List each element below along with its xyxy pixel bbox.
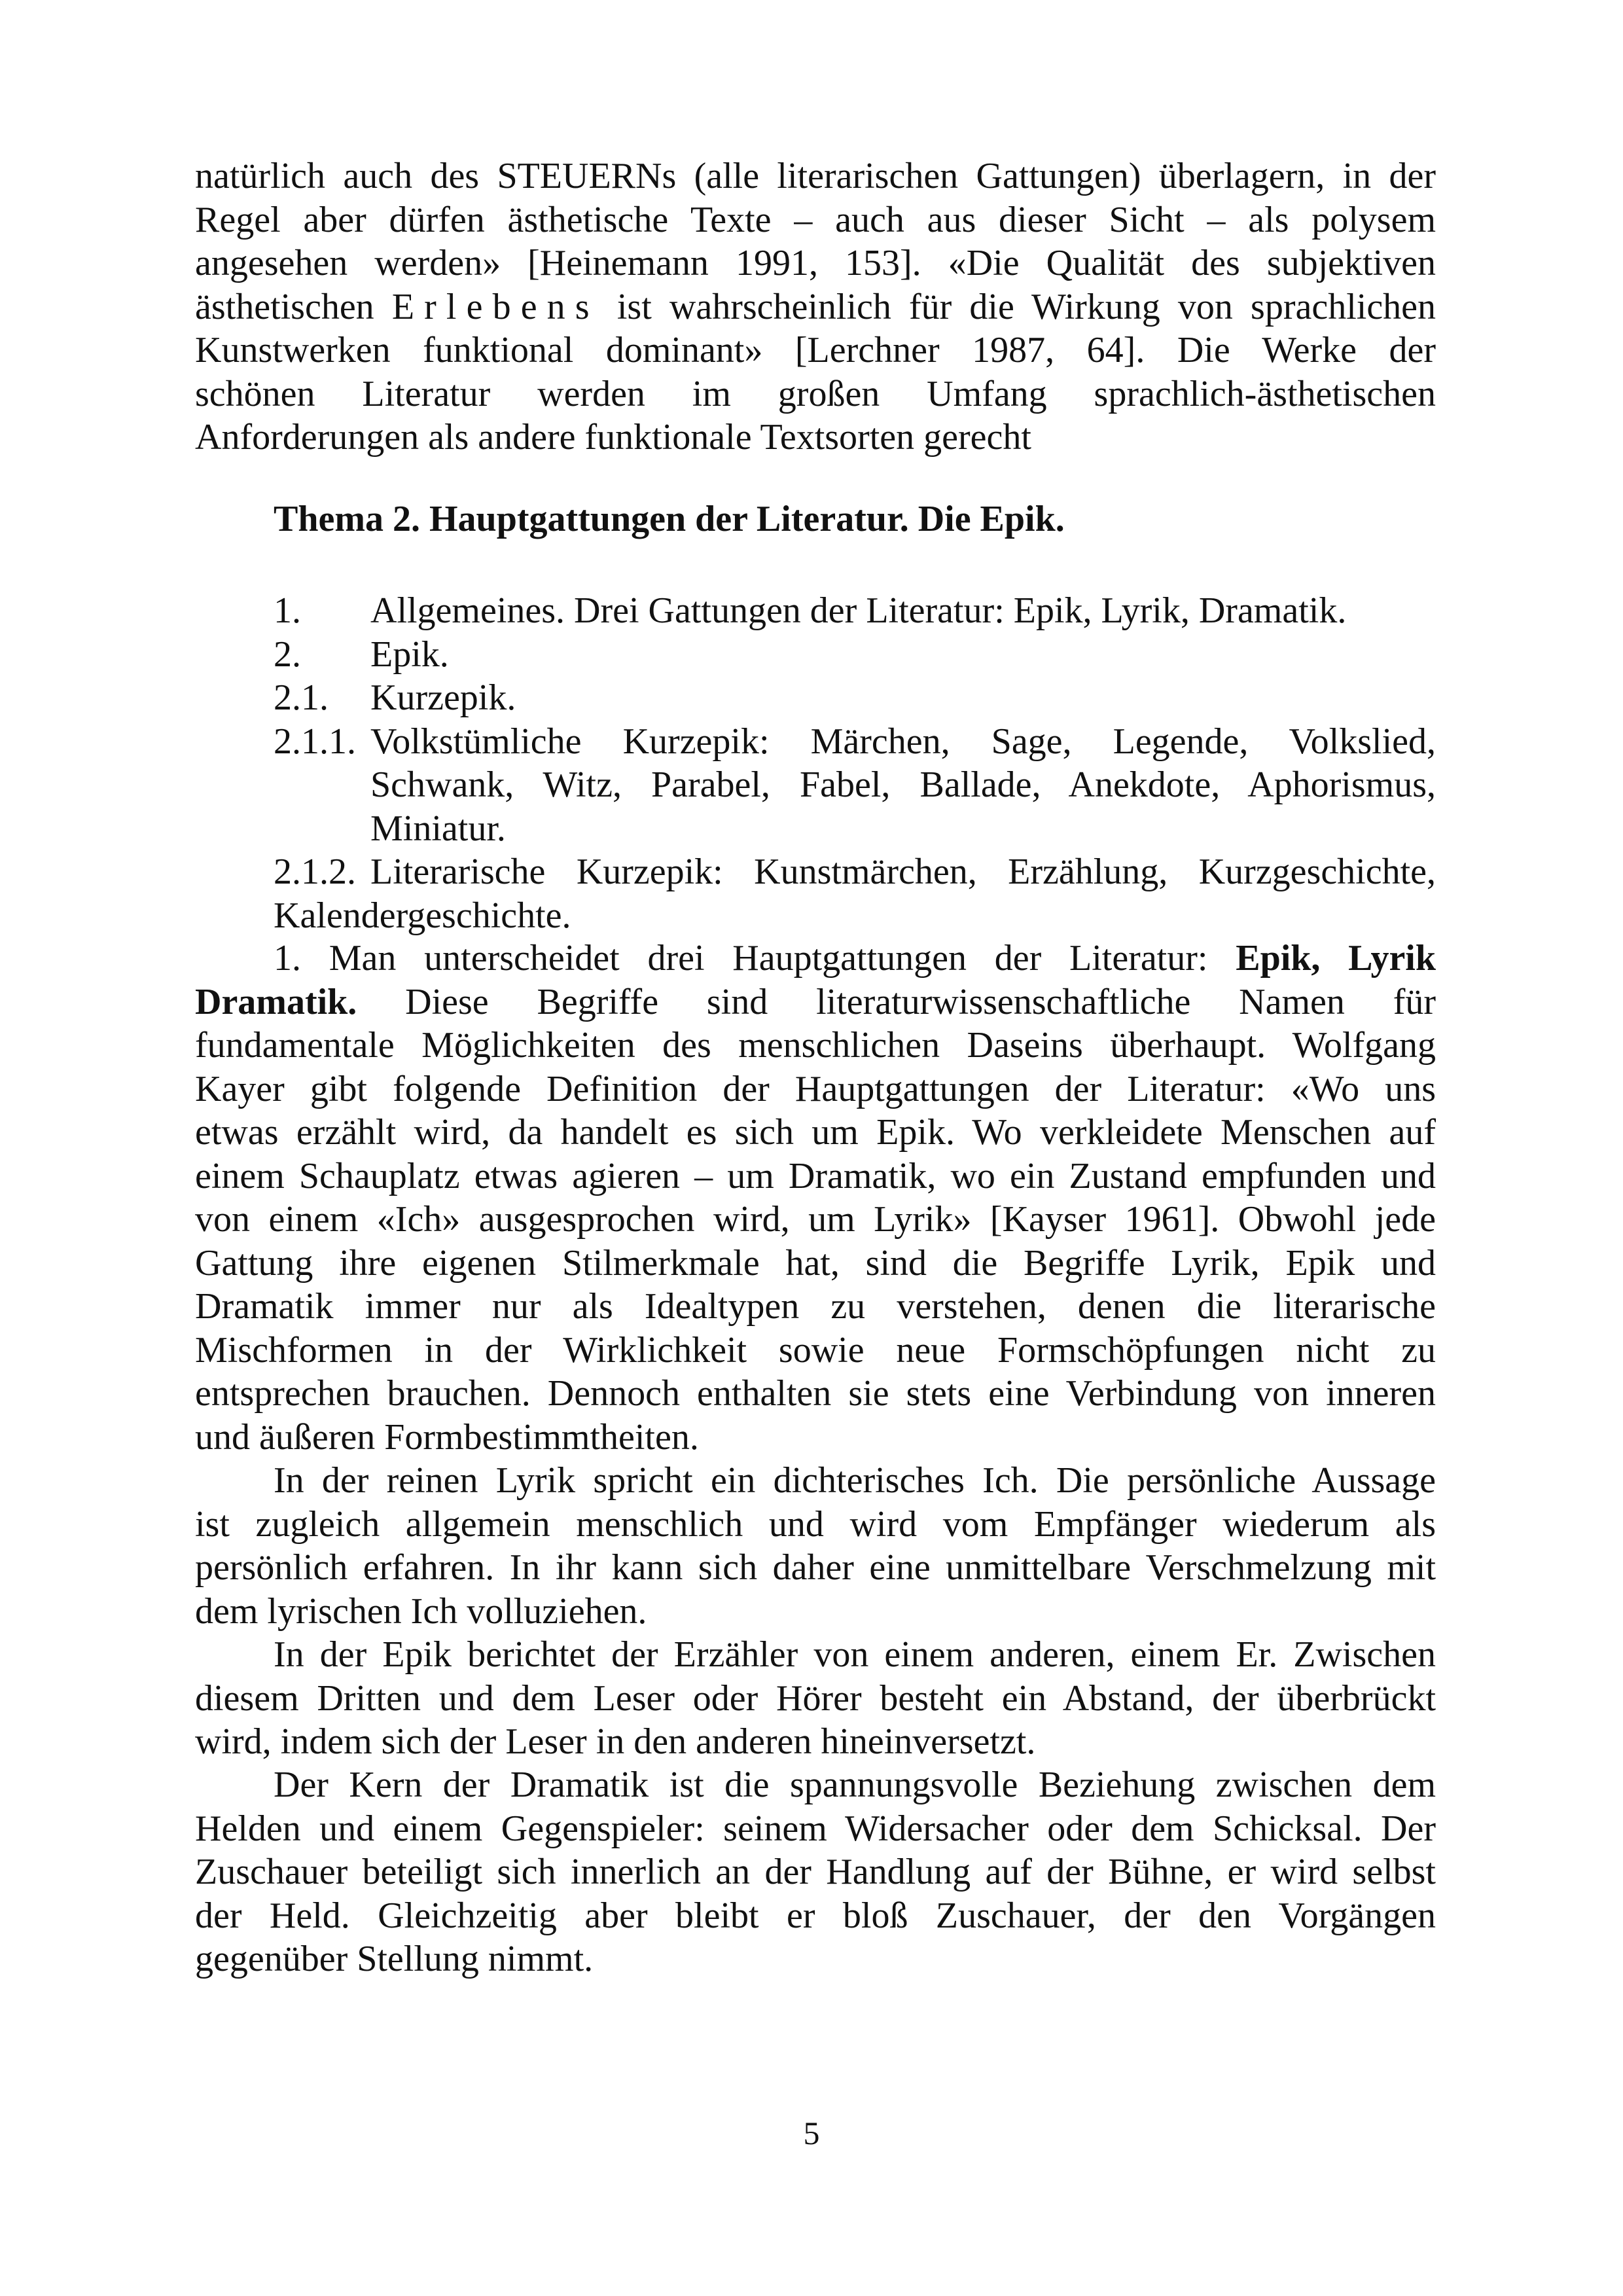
outline-number: 2.1.2. (274, 852, 356, 892)
text-line: etwas erzählt wird, da handelt es sich um Epik. Wo verkleidete Menschen auf (195, 1112, 1436, 1153)
intro-paragraph (195, 154, 1436, 459)
text-line: Zuschauer beteiligt sich innerlich an der Handlung auf der Bühne, er wird selbst (195, 1852, 1436, 1892)
outline-item (274, 589, 1436, 633)
topic-outline (274, 589, 1436, 937)
section-heading: Thema 2. Hauptgattungen der Literatur. Die Epik. (274, 499, 1065, 539)
text-fragment: ist wahrscheinlich für die Wirkung von sprachlichen (616, 286, 1436, 327)
body-paragraph-3 (195, 1633, 1436, 1764)
spaced-emphasis: Erlebens (391, 286, 599, 327)
body-paragraph-1 (195, 937, 1436, 1459)
text-line: natürlich auch des STEUERNs (alle literarischen Gattungen) überlagern, in der (195, 156, 1436, 196)
text-fragment: Man unterscheidet drei Hauptgattungen der Literatur: (329, 938, 1208, 978)
text-line: Kayer gibt folgende Definition der Hauptgattungen der Literatur: «Wo uns (195, 1068, 1436, 1109)
text-line: Kunstwerken funktional dominant» [Lerchner 1987, 64]. Die Werke der (195, 330, 1436, 370)
text-line: ist zugleich allgemein menschlich und wird vom Empfänger wiederum als (195, 1503, 1436, 1545)
outline-item-continuation (274, 894, 1436, 938)
text-line: In der reinen Lyrik spricht ein dichterisches Ich. Die persönliche Aussage (274, 1460, 1436, 1501)
outline-text: Literarische Kurzepik: Kunstmärchen, Erzählung, Kurzgeschichte, (370, 852, 1436, 892)
outline-number: 2.1. (274, 677, 329, 718)
outline-text: Volkstümliche Kurzepik: Märchen, Sage, Legende, Volkslied, (370, 721, 1436, 762)
outline-text: Miniatur. (370, 808, 506, 849)
text-line: dem lyrischen Ich volluziehen. (195, 1590, 647, 1632)
text-line: angesehen werden» [Heinemann 1991, 153]. «Die Qualität des subjektiven (195, 243, 1436, 283)
text-line: der Held. Gleichzeitig aber bleibt er bloß Zuschauer, der den Vorgängen (195, 1895, 1436, 1936)
outline-item (274, 633, 1436, 677)
text-line: Gattung ihre eigenen Stilmerkmale hat, sind die Begriffe Lyrik, Epik und (195, 1242, 1436, 1283)
text-line: entsprechen brauchen. Dennoch enthalten sie stets eine Verbindung von inneren (195, 1373, 1436, 1414)
outline-item-continuation (274, 807, 1436, 851)
outline-item-continuation (274, 763, 1436, 807)
body-paragraph-2 (195, 1459, 1436, 1633)
text-line: Regel aber dürfen ästhetische Texte – auch aus dieser Sicht – als polysem (195, 199, 1436, 240)
text-line: und äußeren Formbestimmtheiten. (195, 1416, 699, 1458)
text-line (195, 980, 1436, 1024)
text-line: Der Kern der Dramatik ist die spannungsvolle Beziehung zwischen dem (274, 1765, 1436, 1805)
text-line: wird, indem sich der Leser in den anderen hineinversetzt. (195, 1721, 1036, 1762)
text-line: persönlich erfahren. In ihr kann sich daher eine unmittelbare Verschmelzung mit (195, 1547, 1436, 1588)
text-fragment: ästhetischen (195, 286, 374, 327)
text-line: Anforderungen als andere funktionale Textsorten gerecht (195, 417, 1031, 457)
text-line: Helden und einem Gegenspieler: seinem Widersacher oder dem Schicksal. Der (195, 1808, 1436, 1849)
text-line: In der Epik berichtet der Erzähler von einem anderen, einem Er. Zwischen (274, 1634, 1436, 1675)
outline-item (274, 850, 1436, 894)
outline-item (274, 676, 1436, 720)
text-line (195, 937, 1436, 980)
outline-number: 2. (274, 634, 301, 675)
page-number: 5 (803, 2115, 820, 2151)
text-line: einem Schauplatz etwas agieren – um Dramatik, wo ein Zustand empfunden und (195, 1155, 1436, 1196)
body-paragraph-4 (195, 1763, 1436, 1981)
outline-text: Schwank, Witz, Parabel, Fabel, Ballade, Anekdote, Aphorismus, (370, 764, 1436, 805)
paragraph-number: 1. (274, 938, 301, 978)
outline-text: Kalendergeschichte. (274, 895, 571, 936)
text-line (195, 285, 1436, 329)
bold-term: Dramatik. (195, 981, 357, 1022)
text-line: von einem «Ich» ausgesprochen wird, um Lyrik» [Kayser 1961]. Obwohl jede (195, 1199, 1436, 1240)
text-line: Mischformen in der Wirklichkeit sowie neue Formschöpfungen nicht zu (195, 1329, 1436, 1371)
text-line: Dramatik immer nur als Idealtypen zu verstehen, denen die literarische (195, 1286, 1436, 1327)
outline-item (274, 720, 1436, 764)
bold-term: Epik, Lyrik (1236, 938, 1436, 978)
text-fragment: Diese Begriffe sind literaturwissenschaftliche Namen für (405, 981, 1436, 1022)
text-line: diesem Dritten und dem Leser oder Hörer besteht ein Abstand, der überbrückt (195, 1677, 1436, 1719)
outline-number: 2.1.1. (274, 721, 356, 762)
text-line: gegenüber Stellung nimmt. (195, 1939, 594, 1979)
outline-text: Kurzepik. (370, 677, 516, 718)
outline-number: 1. (274, 590, 301, 631)
text-line: fundamentale Möglichkeiten des menschlichen Daseins überhaupt. Wolfgang (195, 1025, 1436, 1066)
text-line: schönen Literatur werden im großen Umfang sprachlich-ästhetischen (195, 373, 1436, 414)
outline-text: Epik. (370, 634, 449, 675)
outline-text: Allgemeines. Drei Gattungen der Literatur: Epik, Lyrik, Dramatik. (370, 590, 1347, 631)
